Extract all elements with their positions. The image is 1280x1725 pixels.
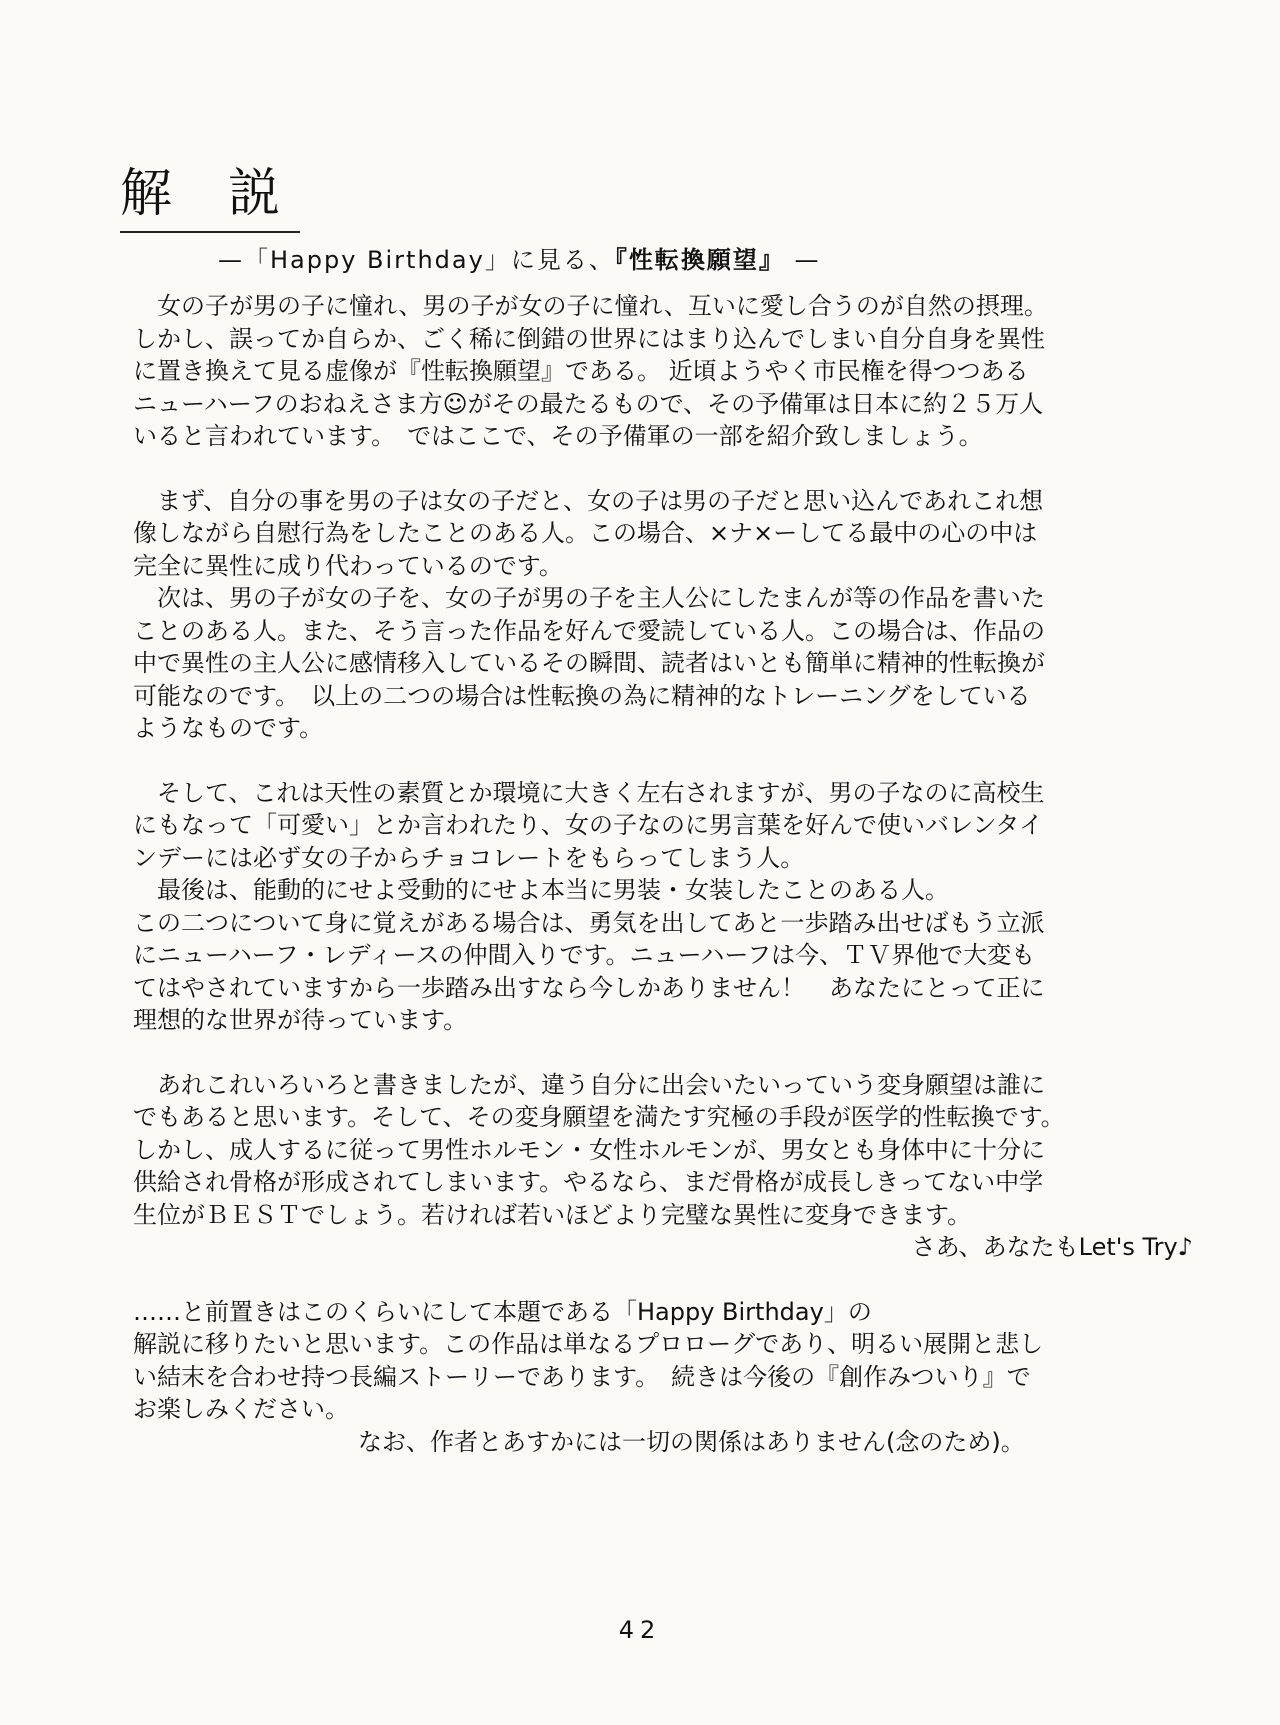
text-line: 女の子が男の子に憧れ、男の子が女の子に憧れ、互いに愛し合うのが自然の摂理。 bbox=[133, 292, 1048, 320]
text-line: この二つについて身に覚えがある場合は、勇気を出してあと一歩踏み出せばもう立派 bbox=[133, 908, 1045, 937]
subtitle-suffix: — bbox=[784, 246, 821, 274]
text-line: 中で異性の主人公に感情移入しているその瞬間、読者はいとも簡単に精神的性転換が bbox=[133, 649, 1045, 677]
text-line: 像しながら自慰行為をしたことのある人。この場合、×ナ×ーしてる最中の心の中は bbox=[133, 519, 1038, 547]
text-line: 完全に異性に成り代わっているのです。 bbox=[133, 551, 563, 580]
text-line: 生位がＢＥＳＴでしょう。若ければ若いほどより完璧な異性に変身できます。 bbox=[133, 1200, 972, 1229]
text-line: しかし、誤ってか自らか、ごく稀に倒錯の世界にはまり込んでしまい自分自身を異性 bbox=[133, 324, 1045, 353]
text-line: ンデーには必ず女の子からチョコレートをもらってしまう人。 bbox=[133, 843, 805, 872]
title-underline bbox=[120, 231, 300, 233]
subtitle-emphasis: 『性転換願望』 bbox=[614, 246, 785, 274]
text-line: ニューハーフのおねえさま方☺がその最たるもので、その予備軍は日本に約２５万人 bbox=[133, 389, 1044, 418]
paragraph-physical bbox=[133, 777, 1193, 1037]
paragraph-transformation bbox=[133, 1069, 1193, 1264]
text-line: でもあると思います。そして、その変身願望を満たす究極の手段が医学的性転換です。 bbox=[133, 1103, 1065, 1131]
text-line: 供給され骨格が形成されてしまいます。やるなら、まだ骨格が成長しきってない中学 bbox=[133, 1168, 1044, 1196]
text-line: あれこれいろいろと書きましたが、違う自分に出会いたいっていう変身願望は誰に bbox=[133, 1070, 1045, 1099]
text-line: 次は、男の子が女の子を、女の子が男の子を主人公にしたまんが等の作品を書いた bbox=[133, 584, 1045, 612]
page-number: 42 bbox=[618, 1616, 662, 1644]
text-line: 解説に移りたいと思います。この作品は単なるプロローグであり、明るい展開と悲し bbox=[133, 1330, 1044, 1358]
text-line: お楽しみください。 bbox=[133, 1395, 349, 1423]
subtitle bbox=[218, 240, 820, 275]
text-line: ……と前置きはこのくらいにして本題である「Happy Birthday」の bbox=[133, 1297, 872, 1326]
text-line: に置き換えて見る虚像が『性転換願望』である。 近頃ようやく市民権を得つつある bbox=[133, 357, 1029, 385]
text-line: ようなものです。 bbox=[133, 714, 324, 742]
text-line: そして、これは天性の素質とか環境に大きく左右されますが、男の子なのに高校生 bbox=[133, 778, 1045, 807]
text-line: ことのある人。また、そう言った作品を好んで愛読している人。この場合は、作品の bbox=[133, 616, 1045, 645]
text-line: にもなって「可愛い」とか言われたり、女の子なのに男言葉を好んで使いバレンタイ bbox=[133, 811, 1043, 839]
disclaimer-note: なお、作者とあすかには一切の関係はありません(念のため)。 bbox=[358, 1427, 1025, 1456]
text-line: てはやされていますから一歩踏み出すなら今しかありません！ あなたにとって正に bbox=[133, 973, 1045, 1002]
text-line: まず、自分の事を男の子は女の子だと、女の子は男の子だと思い込んであれこれ想 bbox=[133, 486, 1044, 515]
subtitle-prefix: —「Happy Birthday」に見る、 bbox=[218, 246, 615, 274]
text-line: い結末を合わせ持つ長編ストーリーであります。 続きは今後の『創作みついり』で bbox=[133, 1362, 1031, 1391]
paragraph-mental bbox=[133, 485, 1193, 745]
text-line: 理想的な世界が待っています。 bbox=[133, 1006, 468, 1034]
text-line: いると言われています。 ではここで、その予備軍の一部を紹介致しましょう。 bbox=[133, 422, 983, 450]
paragraph-intro bbox=[133, 290, 1193, 453]
text-line: 最後は、能動的にせよ受動的にせよ本当に男装・女装したことのある人。 bbox=[133, 876, 949, 904]
closing-line: さあ、あなたもLet's Try♪ bbox=[911, 1233, 1193, 1261]
text-line: 可能なのです。 以上の二つの場合は性転換の為に精神的なトレーニングをしている bbox=[133, 681, 1031, 710]
paragraph-commentary bbox=[133, 1296, 1193, 1459]
text-line: にニューハーフ・レディースの仲間入りです。ニューハーフは今、ＴＶ界他で大変も bbox=[133, 941, 1036, 969]
article-body bbox=[133, 290, 1193, 1490]
text-line: しかし、成人するに従って男性ホルモン・女性ホルモンが、男女とも身体中に十分に bbox=[133, 1135, 1045, 1164]
page-title: 解説 bbox=[120, 164, 337, 224]
